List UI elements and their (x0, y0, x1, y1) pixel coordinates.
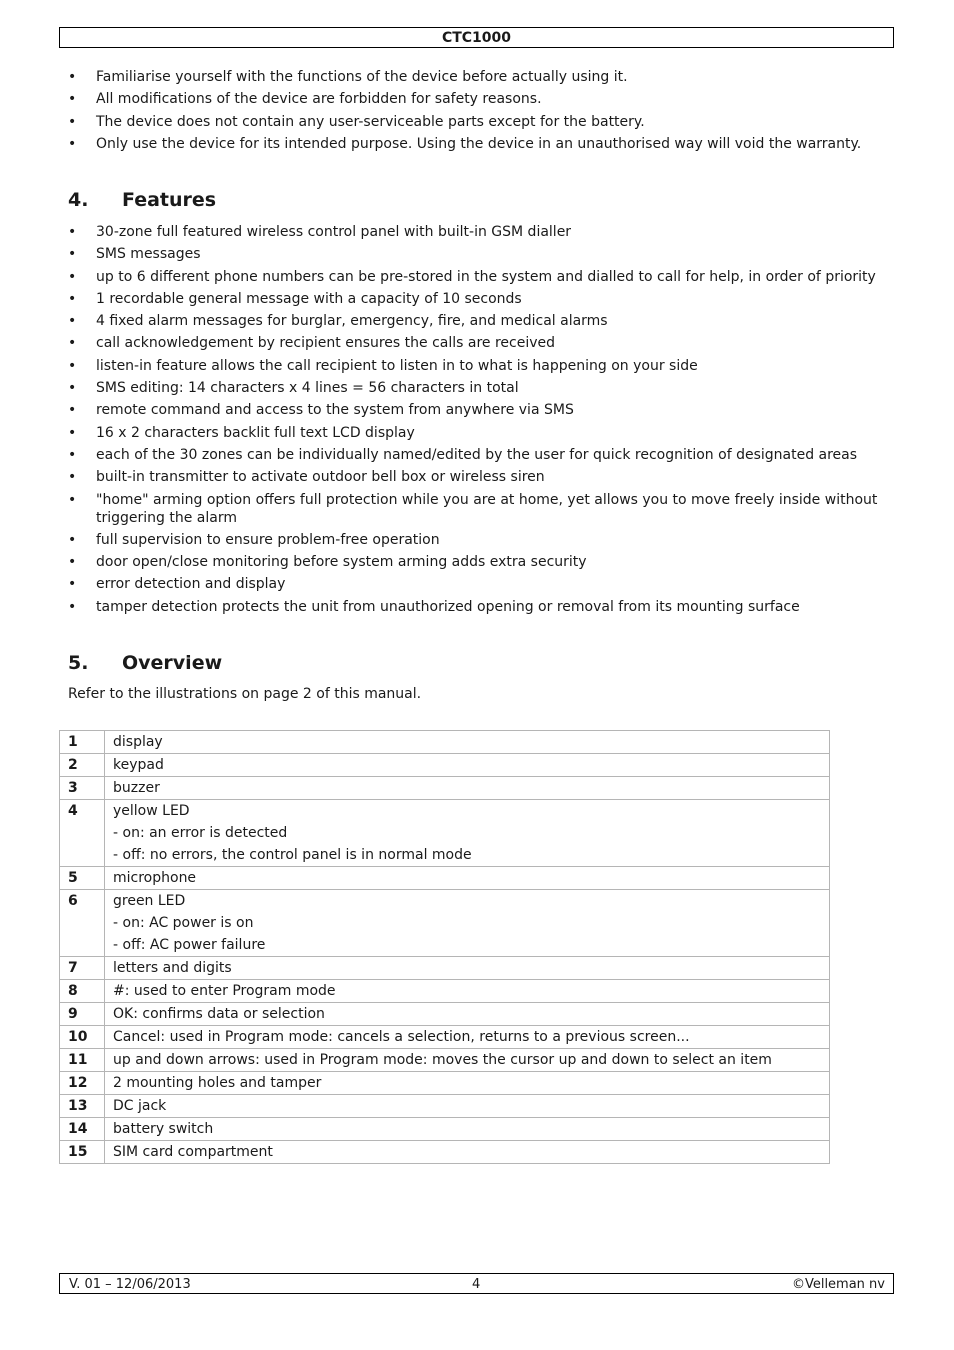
part-description-line: - on: AC power is on (113, 915, 254, 931)
footer-page-number: 4 (472, 1277, 481, 1292)
part-description-line: green LED (113, 893, 186, 909)
safety-list-item: • Only use the device for its intended purpose. Using the device in an unauthorised way will void the warranty. (68, 135, 888, 153)
part-number: 8 (60, 980, 105, 1003)
table-row (60, 980, 830, 1003)
part-description-line: SIM card compartment (113, 1144, 273, 1160)
features-list (68, 223, 888, 620)
part-number: 3 (60, 777, 105, 800)
part-description-line: Cancel: used in Program mode: cancels a selection, returns to a previous screen... (113, 1029, 690, 1045)
part-description-line: #: used to enter Program mode (113, 983, 336, 999)
part-description-line: keypad (113, 757, 164, 773)
feature-list-item: • 4 fixed alarm messages for burglar, emergency, fire, and medical alarms (68, 312, 888, 330)
document-title: CTC1000 (441, 30, 512, 46)
table-row (60, 1049, 830, 1072)
feature-list-item: • 30-zone full featured wireless control panel with built-in GSM dialler (68, 223, 888, 241)
feature-list-item: • error detection and display (68, 575, 888, 593)
section-title: Overview (122, 652, 223, 674)
feature-list-item: • call acknowledgement by recipient ensures the calls are received (68, 334, 888, 352)
feature-list-item: • 16 x 2 characters backlit full text LCD display (68, 424, 888, 442)
part-description (105, 957, 830, 980)
part-number: 2 (60, 754, 105, 777)
part-description (105, 800, 830, 867)
table-row (60, 890, 830, 957)
part-number: 5 (60, 867, 105, 890)
table-row (60, 754, 830, 777)
table-row (60, 1118, 830, 1141)
part-number: 4 (60, 800, 105, 867)
part-description (105, 1095, 830, 1118)
part-description-line: DC jack (113, 1098, 167, 1114)
part-number: 12 (60, 1072, 105, 1095)
safety-list (68, 68, 888, 157)
feature-list-item: • door open/close monitoring before system arming adds extra security (68, 553, 888, 571)
overview-intro: Refer to the illustrations on page 2 of this manual. (68, 686, 422, 702)
part-description-line: yellow LED (113, 803, 190, 819)
part-description-line: OK: confirms data or selection (113, 1006, 325, 1022)
feature-list-item: • full supervision to ensure problem-free operation (68, 531, 888, 549)
table-row (60, 1072, 830, 1095)
part-description (105, 754, 830, 777)
part-description-line: - on: an error is detected (113, 825, 288, 841)
feature-list-item: • listen-in feature allows the call recipient to listen in to what is happening on your side (68, 357, 888, 375)
section-number: 4. (68, 189, 89, 211)
footer-version: V. 01 – 12/06/2013 (69, 1277, 191, 1292)
safety-list-item: • The device does not contain any user-serviceable parts except for the battery. (68, 113, 888, 131)
part-description-line: display (113, 734, 163, 750)
part-number: 13 (60, 1095, 105, 1118)
overview-heading (68, 652, 222, 674)
part-description (105, 1003, 830, 1026)
part-description (105, 1026, 830, 1049)
part-number: 1 (60, 731, 105, 754)
part-description (105, 777, 830, 800)
feature-list-item: • SMS editing: 14 characters x 4 lines = 56 characters in total (68, 379, 888, 397)
part-description-line: - off: AC power failure (113, 937, 266, 953)
table-row (60, 957, 830, 980)
table-row (60, 731, 830, 754)
part-description (105, 890, 830, 957)
table-row (60, 867, 830, 890)
part-description-line: - off: no errors, the control panel is in normal mode (113, 847, 472, 863)
table-row (60, 1141, 830, 1164)
part-description (105, 1141, 830, 1164)
safety-list-item: • Familiarise yourself with the functions of the device before actually using it. (68, 68, 888, 86)
part-description-line: letters and digits (113, 960, 232, 976)
part-description (105, 1049, 830, 1072)
part-description (105, 980, 830, 1003)
part-number: 9 (60, 1003, 105, 1026)
part-description (105, 1118, 830, 1141)
feature-list-item: • 1 recordable general message with a capacity of 10 seconds (68, 290, 888, 308)
feature-list-item: • SMS messages (68, 245, 888, 263)
feature-list-item: • up to 6 different phone numbers can be pre-stored in the system and dialled to call for help, in order of priority (68, 268, 888, 286)
page-footer (59, 1273, 894, 1294)
safety-list-item: • All modifications of the device are forbidden for safety reasons. (68, 90, 888, 108)
part-number: 10 (60, 1026, 105, 1049)
section-title: Features (122, 189, 217, 211)
part-description-line: up and down arrows: used in Program mode: moves the cursor up and down to select an item (113, 1052, 772, 1068)
feature-list-item: • built-in transmitter to activate outdoor bell box or wireless siren (68, 468, 888, 486)
feature-list-item: • each of the 30 zones can be individually named/edited by the user for quick recognition of designated areas (68, 446, 888, 464)
footer-copyright: ©Velleman nv (791, 1277, 885, 1292)
part-description (105, 1072, 830, 1095)
part-number: 14 (60, 1118, 105, 1141)
part-description (105, 731, 830, 754)
table-row (60, 1003, 830, 1026)
feature-list-item: • "home" arming option offers full protection while you are at home, yet allows you to move freely inside without triggering the alarm (68, 491, 888, 527)
part-number: 6 (60, 890, 105, 957)
page-header (59, 27, 894, 48)
part-description-line: buzzer (113, 780, 160, 796)
feature-list-item: • tamper detection protects the unit from unauthorized opening or removal from its mounting surface (68, 598, 888, 616)
part-description-line: microphone (113, 870, 197, 886)
feature-list-item: • remote command and access to the system from anywhere via SMS (68, 401, 888, 419)
features-heading (68, 189, 216, 211)
part-description (105, 867, 830, 890)
table-row (60, 777, 830, 800)
part-description-line: battery switch (113, 1121, 214, 1137)
part-number: 15 (60, 1141, 105, 1164)
part-number: 11 (60, 1049, 105, 1072)
section-number: 5. (68, 652, 89, 674)
table-row (60, 800, 830, 867)
part-description-line: 2 mounting holes and tamper (113, 1075, 322, 1091)
part-number: 7 (60, 957, 105, 980)
parts-table (59, 730, 830, 1164)
table-row (60, 1095, 830, 1118)
table-row (60, 1026, 830, 1049)
